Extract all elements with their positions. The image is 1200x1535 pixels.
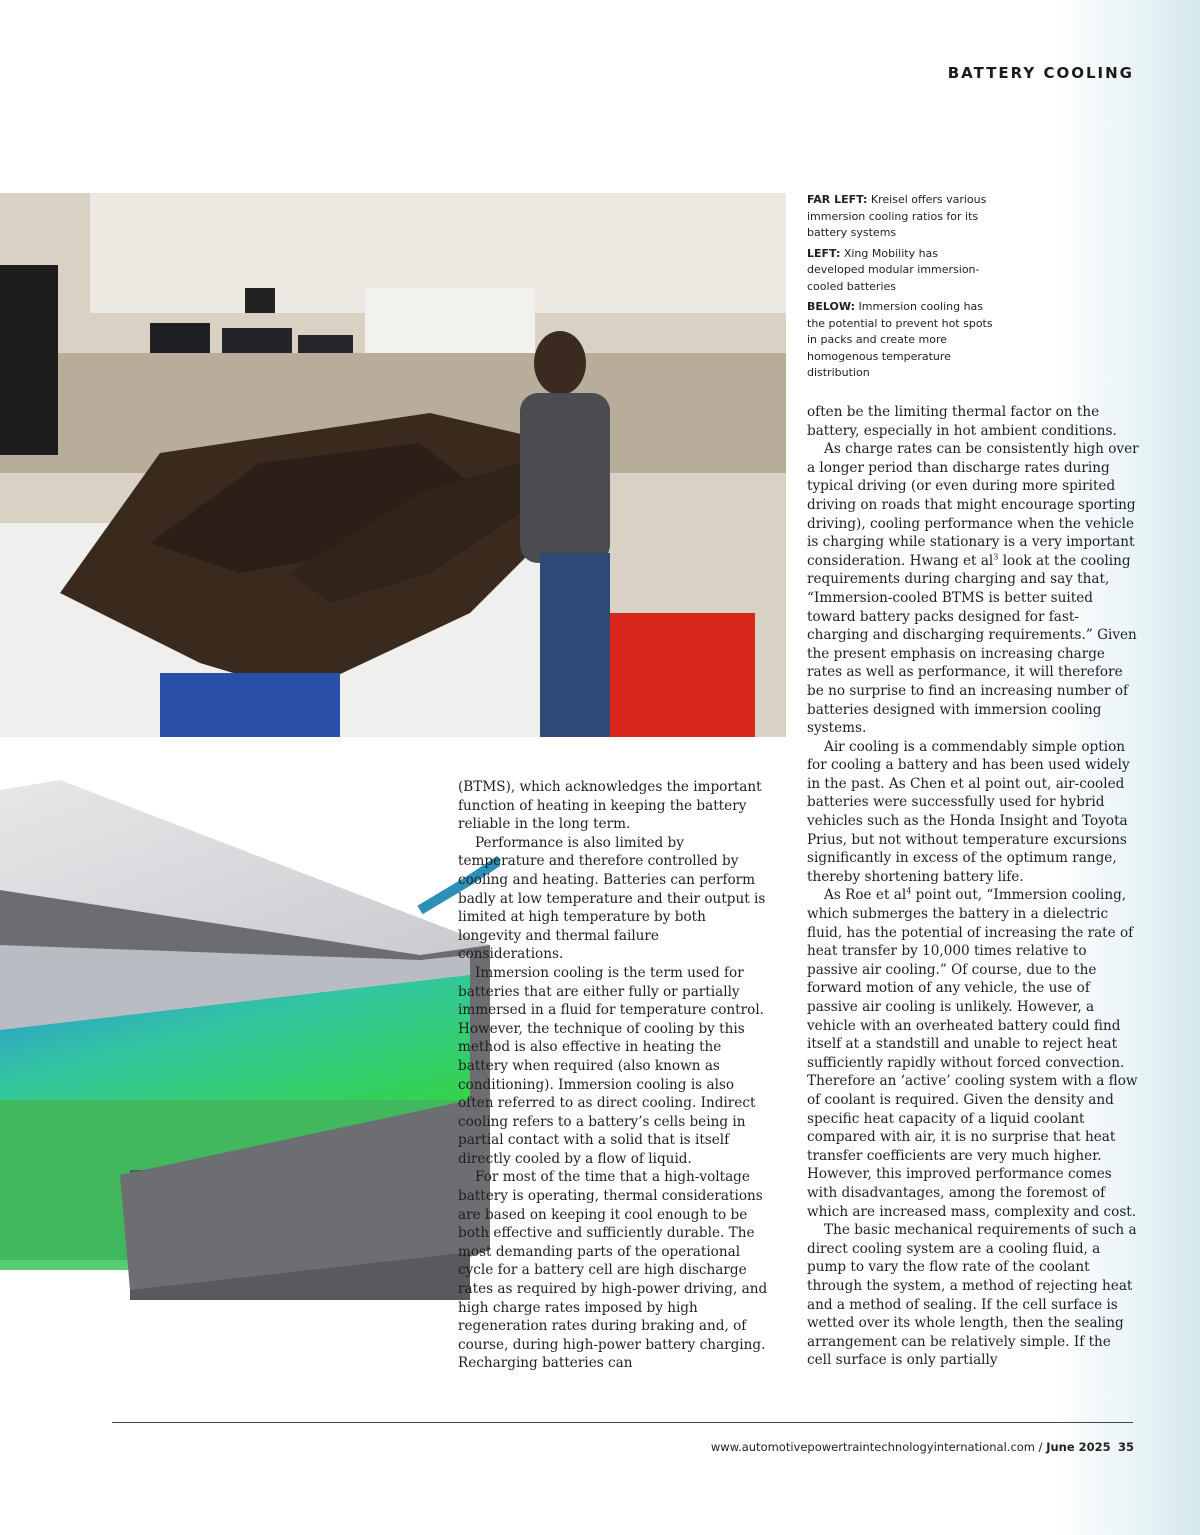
paragraph: As Roe et $al^4$ point out, “Immersion cooling, which submerges the battery in a dielectric fluid, has the potential of increasing the rate of heat transfer by 10,000 times relative to passive air cooling.” Of course, due to the forward motion of any vehicle, the use of passive air cooling is unlikely. However, a vehicle with an overheated battery could find itself at a standstill and unable to reject heat sufficiently rapidly without forced convection. Therefore an ‘active’ cooling system with a flow of coolant is required. Given the density and specific heat capacity of a liquid coolant compared with air, it is no surprise that heat transfer coefficients are very much higher. However, this improved performance comes with disadvantages, among the foremost of which are increased mass, complexity and cost. — [807, 886, 1138, 1220]
paragraph: For most of the time that a high-voltage battery is operating, thermal considerations are based on keeping it cool enough to be both effective and sufficiently durable. The most demanding parts of the operational cycle for a battery cell are high discharge rates as required by high-power driving, and high charge rates imposed by high regeneration rates during braking and, of course, during high-power battery charging. Recharging batteries can — [458, 1169, 768, 1372]
body-column-right — [807, 403, 1139, 1370]
paragraph: Immersion cooling is the term used for batteries that are either fully or partially immersed in a fluid for temperature control. However, the technique of cooling by this method is also effective in heating the battery when required (also known as conditioning). Immersion cooling is also often referred to as direct cooling. Indirect cooling refers to a battery’s cells being in partial contact with a solid that is itself directly cooled by a flow of liquid. — [458, 964, 764, 1167]
caption-below: BELOW: Immersion cooling has the potential to prevent hot spots in packs and create more homogenous temperature distribution — [807, 300, 993, 379]
paragraph: Air cooling is a commendably simple option for cooling a battery and has been used widely in the past. As Chen et al point out, air-cooled batteries were successfully used for hybrid vehicles such as the Honda Insight and Toyota Prius, but not without temperature excursions significantly in excess of the optimum range, thereby shortening battery life. — [807, 738, 1130, 885]
paragraph: The basic mechanical requirements of such a direct cooling system are a cooling fluid, a pump to vary the flow rate of the coolant through the system, a method of rejecting heat and a method of sealing. If the cell surface is wetted over its whole length, then the sealing arrangement can be relatively simple. If the cell surface is only partially — [807, 1222, 1137, 1369]
footer-url[interactable]: www.automotivepowertraintechnologyinternational.com / — [710, 1440, 1047, 1454]
battery-rack-object — [0, 265, 58, 455]
paragraph: often be the limiting thermal factor on the battery, especially in hot ambient conditions. — [807, 404, 1117, 439]
section-label: BATTERY COOLING — [947, 64, 1134, 82]
page-footer — [711, 1440, 1134, 1454]
immersion-cooling-illustration — [0, 770, 500, 1310]
page-number: 35 — [1117, 1440, 1134, 1454]
caption-left: LEFT: Xing Mobility has developed modular immersion-cooled batteries — [807, 246, 980, 293]
battery-pack-photo — [0, 193, 786, 737]
caption-block — [807, 192, 997, 386]
reference-marker: 4 — [906, 886, 912, 896]
body-column-left — [458, 778, 768, 1373]
paragraph: As charge rates can be consistently high over a longer period than discharge rates during typical driving (or even during more spirited driving on roads that might encourage sporting driving), cooling performance when the vehicle is charging while stationary is a very important consideration. Hwang et $al^3$ look at the cooling requirements during charging and say that, “Immersion-cooled BTMS is better suited toward battery packs designed for fast-charging and discharging requirements.” Given the present emphasis on increasing charge rates as well as performance, it will therefore be no surprise to find an increasing number of batteries designed with immersion cooling systems. — [807, 441, 1139, 737]
footer-issue: June 2025 — [1046, 1440, 1111, 1454]
paragraph: Performance is also limited by temperature and therefore controlled by cooling and heating. Batteries can perform badly at low temperature and their output is limited at high temperature by both longevity and thermal failure considerations. — [458, 834, 766, 963]
paragraph: (BTMS), which acknowledges the important function of heating in keeping the battery reliable in the long term. — [458, 779, 762, 833]
caption-far-left: FAR LEFT: Kreisel offers various immersion cooling ratios for its battery systems — [807, 193, 987, 239]
reference-marker: 3 — [993, 552, 999, 562]
footer-divider — [112, 1422, 1133, 1423]
workshop-scene — [0, 193, 786, 737]
